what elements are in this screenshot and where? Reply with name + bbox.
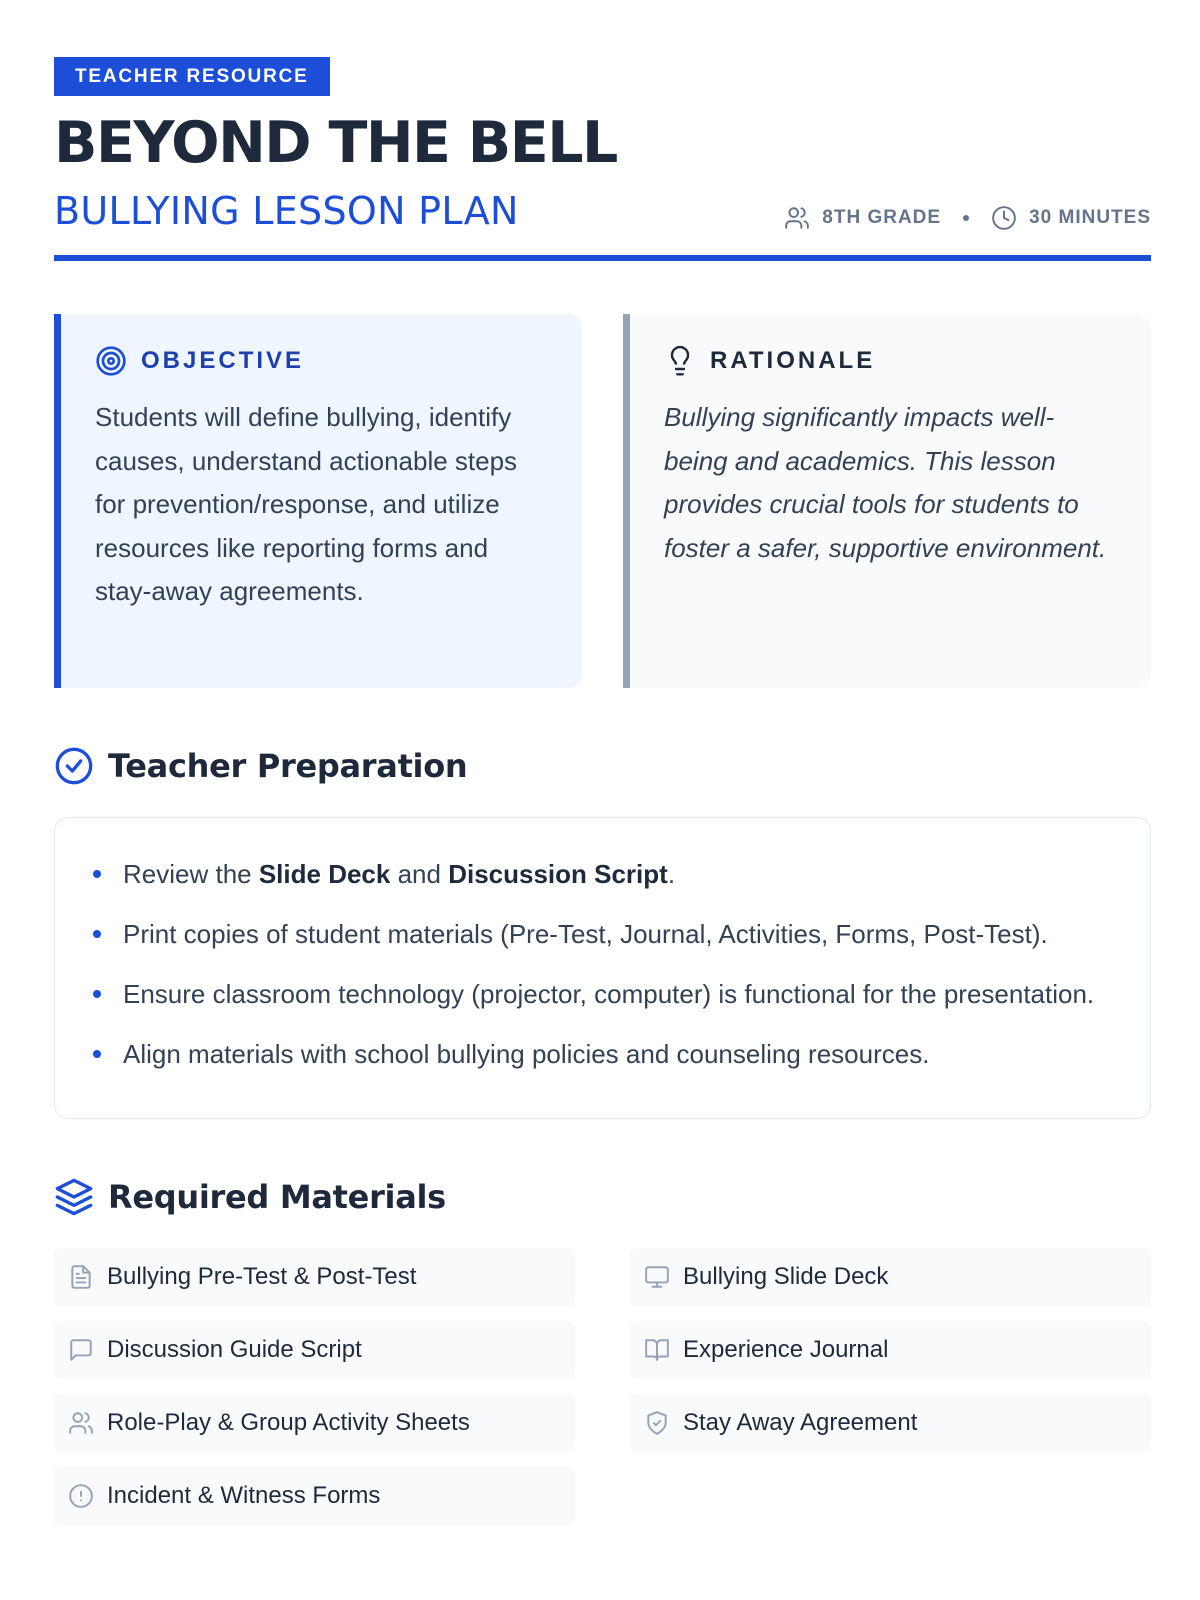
separator-dot: [963, 215, 969, 221]
users-icon: [784, 205, 810, 231]
material-item: [630, 1248, 1151, 1306]
layers-icon: [54, 1177, 94, 1217]
list-item: Ensure classroom technology (projector, computer) is functional for the presentation.: [91, 974, 1114, 1014]
preparation-list: [91, 854, 1114, 1074]
page-title: BEYOND THE BELL: [54, 110, 617, 176]
materials-title: Required Materials: [108, 1178, 446, 1216]
rationale-text: Bullying significantly impacts well-being and academics. This lesson provides crucial tools for students to foster a safer, supportive environment.: [664, 402, 1107, 563]
material-item: [630, 1321, 1151, 1379]
header-divider: [54, 255, 1151, 261]
duration-label: 30 MINUTES: [1029, 207, 1151, 228]
material-label: Incident & Witness Forms: [107, 1482, 381, 1509]
monitor-icon: [644, 1264, 670, 1290]
material-label: Bullying Pre-Test & Post-Test: [107, 1263, 417, 1290]
material-label: Experience Journal: [683, 1336, 889, 1363]
list-item: Review the Slide Deck and Discussion Script.: [91, 854, 1114, 894]
material-label: Role-Play & Group Activity Sheets: [107, 1409, 470, 1436]
lesson-plan-page: [54, 57, 1151, 1525]
lesson-meta: [784, 205, 1151, 231]
page-subtitle: BULLYING LESSON PLAN: [54, 189, 519, 233]
discussion-script-emphasis: Discussion Script: [448, 859, 668, 889]
rationale-card: [623, 314, 1151, 688]
material-item: [54, 1467, 575, 1525]
preparation-title: Teacher Preparation: [108, 747, 468, 785]
grade-label: 8TH GRADE: [822, 207, 942, 228]
material-label: Bullying Slide Deck: [683, 1263, 889, 1290]
resource-tag: TEACHER RESOURCE: [54, 57, 330, 96]
objective-card: [54, 314, 582, 688]
shield-icon: [644, 1410, 670, 1436]
material-label: Discussion Guide Script: [107, 1336, 362, 1363]
users-icon: [68, 1410, 94, 1436]
document-icon: [68, 1264, 94, 1290]
material-item: [54, 1321, 575, 1379]
materials-grid: [54, 1248, 1151, 1525]
material-item: [54, 1248, 575, 1306]
rationale-heading: [664, 346, 1115, 376]
list-item: Print copies of student materials (Pre-Test, Journal, Activities, Forms, Post-Test).: [91, 914, 1114, 954]
alert-circle-icon: [68, 1483, 94, 1509]
message-icon: [68, 1337, 94, 1363]
preparation-box: [54, 817, 1151, 1119]
clock-icon: [991, 205, 1017, 231]
preparation-heading: [54, 745, 1151, 787]
objective-heading-text: OBJECTIVE: [141, 347, 305, 374]
lightbulb-icon: [664, 345, 696, 377]
objective-rationale-cards: [54, 314, 1151, 688]
objective-text: Students will define bullying, identify causes, understand actionable steps for prevention/response, and utilize resources like reporting forms and stay-away agreements.: [95, 402, 518, 606]
book-icon: [644, 1337, 670, 1363]
slide-deck-emphasis: Slide Deck: [258, 859, 391, 889]
target-icon: [95, 345, 127, 377]
material-item: [54, 1394, 575, 1452]
rationale-heading-text: RATIONALE: [710, 347, 876, 374]
materials-heading: [54, 1176, 1151, 1218]
check-circle-icon: [54, 746, 94, 786]
material-item: [630, 1394, 1151, 1452]
material-label: Stay Away Agreement: [683, 1409, 918, 1436]
subtitle-row: [54, 181, 1151, 233]
list-item: Align materials with school bullying policies and counseling resources.: [91, 1034, 1114, 1074]
objective-heading: [95, 346, 546, 376]
